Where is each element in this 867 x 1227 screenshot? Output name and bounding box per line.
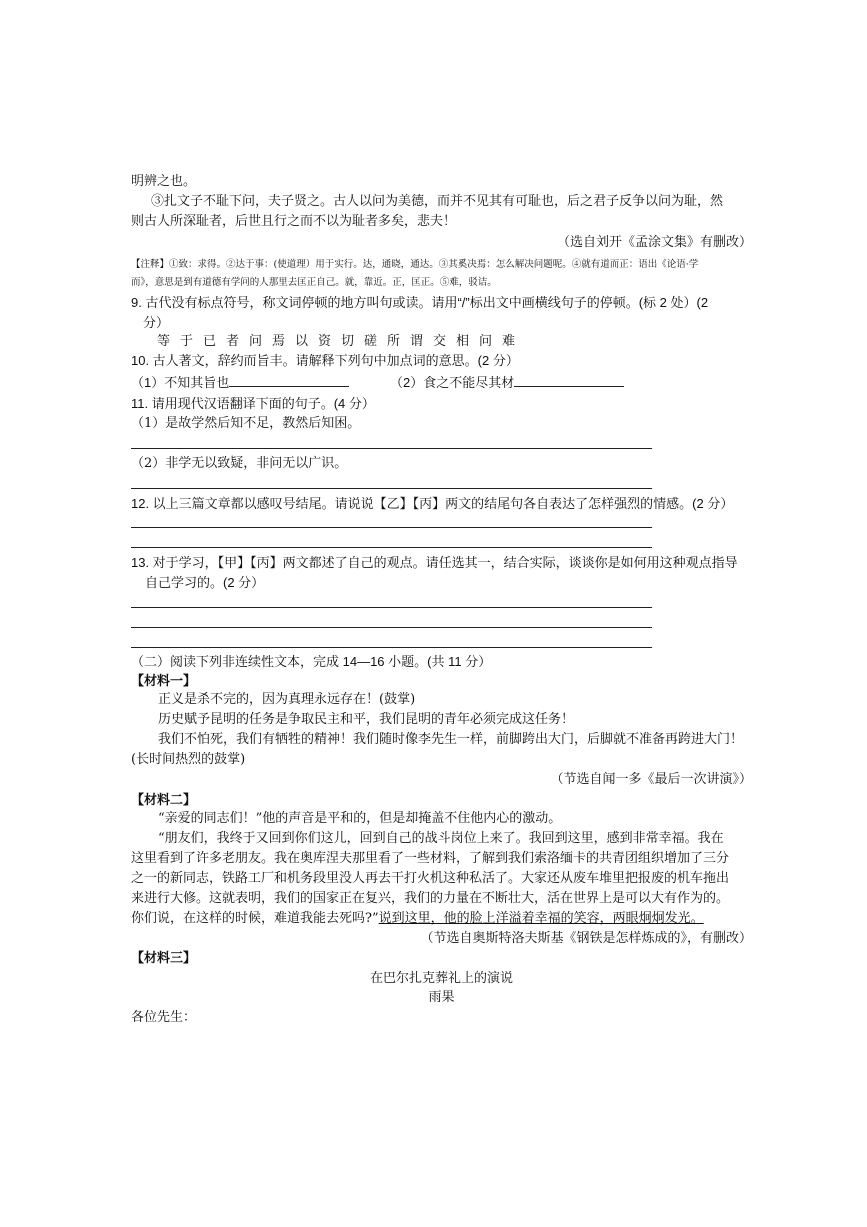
section-heading: （二）阅读下列非连续性文本，完成 14—16 小题。(共 11 分） <box>131 654 492 669</box>
material-line: 来进行大修。这就表明，我们的国家正在复兴，我们的力量在不断壮大，活在世界上是可以大有作为的。 <box>131 891 730 906</box>
material-1-label: 【材料一】 <box>131 673 197 688</box>
speech-greeting: 各位先生： <box>131 1010 197 1025</box>
material-line: (长时间热烈的鼓掌) <box>131 752 246 767</box>
q10-item-2: （2）食之不能尽其材 <box>390 374 624 391</box>
passage-line: 则古人所深耻者，后世且行之而不以为耻者多矣，悲夫！ <box>131 214 457 229</box>
passage-source: （选自刘开《孟涂文集》有删改） <box>556 235 752 250</box>
material-line: 这里看到了许多老朋友。我在奥库涅夫那里看了一些材料，了解到我们索洛缅卡的共青团组织增加了三分 <box>131 851 730 866</box>
material-line: 你们说，在这样的时候，难道我能去死吗?”说到这里，他的脸上洋溢着幸福的笑容，两眼炯炯发光。 <box>131 911 704 926</box>
material-line: “亲爱的同志们！”他的声音是平和的，但是却掩盖不住他内心的激动。 <box>158 811 562 826</box>
material-source: （节选自奥斯特洛夫斯基《钢铁是怎样炼成的》，有删改） <box>420 931 752 946</box>
answer-line[interactable] <box>131 547 652 548</box>
material-2-label: 【材料二】 <box>131 792 197 807</box>
answer-line[interactable] <box>131 488 652 489</box>
answer-line[interactable] <box>131 647 652 648</box>
material-3-label: 【材料三】 <box>131 950 197 965</box>
question-12: 12. 以上三篇文章都以感叹号结尾。请说说【乙】【丙】两文的结尾句各自表达了怎样强烈的情感。(2 分） <box>131 496 734 511</box>
footnote-line: 而》，意思是到有道德有学问的人那里去匡正自己。就，靠近。正，匡正。⑤难，驳诘。 <box>131 277 497 288</box>
answer-blank[interactable] <box>229 374 349 387</box>
speech-title: 在巴尔扎克葬礼上的演说 <box>369 970 513 985</box>
passage-line: ③扎文子不耻下问，夫子贤之。古人以问为美德，而并不见其有可耻也，后之君子反争以问为耻，然 <box>151 194 724 209</box>
q10-item-1: （1）不知其旨也 <box>131 374 349 391</box>
q11-item-1: （1）是故学然后知不足，教然后知困。 <box>131 416 361 431</box>
material-line: 正义是杀不完的，因为真理永远存在！(鼓掌) <box>158 692 416 707</box>
material-line: 历史赋予昆明的任务是争取民主和平，我们昆明的青年必须完成这任务！ <box>158 712 575 727</box>
q11-item-2: （2）非学无以致疑，非问无以广识。 <box>131 456 348 471</box>
answer-blank[interactable] <box>514 374 624 387</box>
question-13-cont: 自己学习的。(2 分） <box>145 575 265 590</box>
question-9: 9. 古代没有标点符号，称文词停顿的地方叫句或读。请用“/”标出文中画横线句子的停顿。(标 2 处）(2 <box>131 295 709 310</box>
answer-line[interactable] <box>131 607 652 608</box>
punctuation-sentence: 等于已者问焉以资切磋所谓交相问难 <box>157 334 526 349</box>
passage-line: 明辨之也。 <box>131 174 197 189</box>
question-10: 10. 古人著文，辞约而旨丰。请解释下列句中加点词的意思。(2 分） <box>131 353 519 368</box>
answer-line[interactable] <box>131 527 652 528</box>
question-13: 13. 对于学习，【甲】【丙】两文都述了自己的观点。请任选其一，结合实际，谈谈你是如何用这种观点指导 <box>131 555 738 570</box>
answer-line[interactable] <box>131 627 652 628</box>
material-line: 之一的新同志，铁路工厂和机务段里没人再去干打火机这种私活了。大家还从废车堆里把报废的机车拖出 <box>131 871 730 886</box>
speech-author: 雨果 <box>428 990 455 1005</box>
material-line: 我们不怕死，我们有牺牲的精神！我们随时像李先生一样，前脚跨出大门，后脚就不准备再跨进大门！ <box>158 732 744 747</box>
question-11: 11. 请用现代汉语翻译下面的句子。(4 分） <box>131 396 375 411</box>
material-source: （节选自闻一多《最后一次讲演》） <box>550 772 752 787</box>
question-9-cont: 分） <box>143 315 170 330</box>
underlined-sentence: 说到这里，他的脸上洋溢着幸福的笑容，两眼炯炯发光。 <box>378 911 704 926</box>
material-line: “朋友们，我终于又回到你们这儿，回到自己的战斗岗位上来了。我回到这里，感到非常幸福。我在 <box>158 831 724 846</box>
answer-line[interactable] <box>131 448 652 449</box>
footnote-line: 【注释】①致：求得。②达于事：(使道理）用于实行。达，通晓，通达。③其奚决焉：怎么解决问题呢。④就有道而正：语出《论语·学 <box>131 259 699 270</box>
